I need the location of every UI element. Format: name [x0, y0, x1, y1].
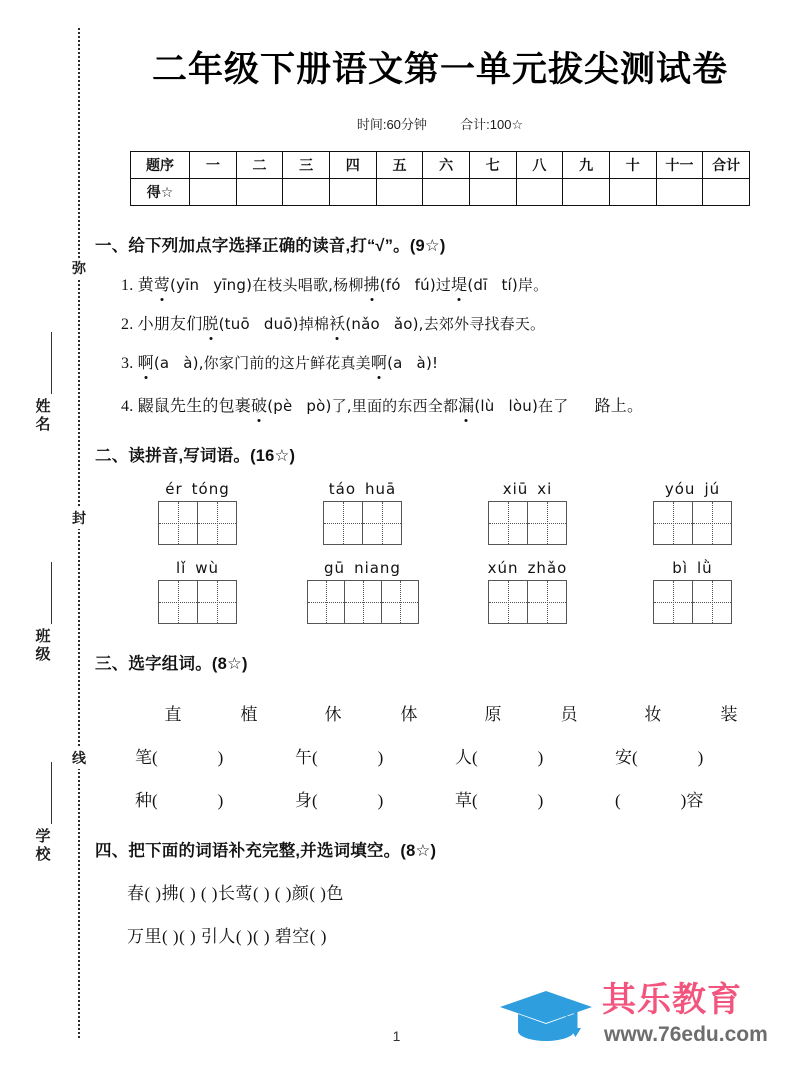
pinyin-syllable-1: táo [328, 480, 357, 498]
pinyin-grid-unit [280, 480, 445, 545]
school-label: 学校 [33, 828, 51, 864]
q1-1-dotted-0: 莺 [154, 272, 170, 295]
seal-char-xian: 线 [68, 748, 90, 769]
pinyin-syllable-1: lǐ [175, 559, 187, 577]
tianzige-cell[interactable] [308, 581, 345, 623]
q1-3-seg0[interactable]: à),你家门前的这片鲜花真美 [183, 354, 371, 372]
score-value-4[interactable] [329, 179, 376, 206]
word-blank[interactable]: 种( ) [135, 791, 224, 810]
tianzige-cell[interactable] [528, 502, 566, 544]
brand-name: 其乐教育 [602, 981, 742, 1019]
pinyin-syllable-2: jú [704, 480, 721, 498]
tianzige-box[interactable] [653, 580, 732, 624]
tianzige-cell[interactable] [382, 581, 418, 623]
score-col-5: 五 [376, 152, 423, 179]
q1-4-seg0: 鼹鼠先生的包裹 [137, 398, 252, 415]
q1-3-py1[interactable]: (a [387, 354, 403, 372]
class-write-line [51, 562, 52, 624]
word-blank-prefix: 午( [295, 748, 318, 767]
char-pair [615, 700, 775, 725]
seal-dotted-line [78, 28, 80, 1038]
question-1-2 [121, 311, 785, 334]
item-number: 1. [121, 277, 134, 294]
q1-1-seg1[interactable]: yīng)在枝头唱歌,杨柳 [213, 276, 364, 294]
word-blank[interactable]: 身( ) [295, 791, 384, 810]
pinyin-syllable-2: niang [354, 559, 401, 577]
pinyin-grid-unit [280, 559, 445, 624]
char-pair [455, 700, 615, 725]
tianzige-cell[interactable] [654, 502, 693, 544]
pinyin-grid-unit [115, 559, 280, 624]
pinyin-syllable-1: gū [324, 559, 346, 577]
site-logo [498, 983, 788, 1055]
score-table-header-row [131, 152, 750, 179]
pinyin-syllable-1: ér [165, 480, 183, 498]
word-blank-row-2 [135, 786, 775, 811]
q1-1-seg2[interactable]: fú)过 [414, 276, 452, 294]
pinyin-grid-unit [445, 559, 610, 624]
item-number: 4. [121, 398, 134, 415]
pinyin-label [672, 559, 712, 577]
score-value-10[interactable] [609, 179, 656, 206]
score-col-11: 十一 [656, 152, 703, 179]
question-1-3 [121, 350, 785, 373]
q1-2-seg2[interactable]: ǎo),去郊外寻找春天。 [393, 315, 546, 333]
student-class-field[interactable] [22, 628, 62, 669]
pinyin-syllable-1: bì [672, 559, 688, 577]
score-col-8: 八 [516, 152, 563, 179]
tianzige-box[interactable] [158, 580, 237, 624]
q1-4-py0[interactable]: (pè [267, 397, 293, 415]
name-label: 姓名 [33, 398, 51, 434]
char-option-a[interactable]: 休 [324, 705, 342, 724]
q1-3-dotted-1: 啊 [371, 350, 387, 373]
seal-char-feng: 封 [68, 508, 90, 529]
question-1-4-continuation: 路上。 [594, 398, 644, 415]
exam-meta [95, 114, 785, 133]
score-value-3[interactable] [283, 179, 330, 206]
time-label: 时间:60分钟 [356, 117, 427, 132]
q1-4-seg1[interactable]: pò)了,里面的东西全都 [306, 397, 459, 415]
word-blank-row-1 [135, 743, 775, 768]
pinyin-syllable-2: huā [365, 480, 397, 498]
q1-1-seg3[interactable]: tí)岸。 [501, 276, 549, 294]
score-col-10: 十 [609, 152, 656, 179]
student-school-field[interactable] [22, 828, 62, 869]
pinyin-grid-unit [610, 480, 775, 545]
word-blank[interactable]: 笔( ) [135, 748, 224, 767]
tianzige-box[interactable] [323, 501, 402, 545]
q1-1-py2[interactable]: (dī [467, 276, 488, 294]
tianzige-cell[interactable] [198, 581, 236, 623]
score-table-row-label-0: 题序 [131, 152, 190, 179]
student-name-field[interactable] [22, 398, 62, 439]
word-blank[interactable]: 安( ) [615, 748, 704, 767]
score-col-6: 六 [423, 152, 470, 179]
tianzige-cell[interactable] [654, 581, 693, 623]
tianzige-cell[interactable] [159, 581, 198, 623]
score-col-3: 三 [283, 152, 330, 179]
score-col-2: 二 [236, 152, 283, 179]
tianzige-cell[interactable] [693, 581, 731, 623]
page-title: 二年级下册语文第一单元拔尖测试卷 [151, 50, 728, 89]
char-pair [295, 700, 455, 725]
q1-2-py0[interactable]: (tuō [218, 315, 250, 333]
tianzige-box[interactable] [488, 501, 567, 545]
section-3-heading: 三、选字组词。(8☆) [95, 655, 248, 673]
q1-2-dotted-1: 袄 [329, 311, 345, 334]
score-table-row-label-1: 得☆ [131, 179, 190, 206]
word-blank[interactable]: 午( ) [295, 748, 384, 767]
word-blank-prefix: 身( [295, 791, 318, 810]
name-write-line [51, 332, 52, 394]
score-col-4: 四 [329, 152, 376, 179]
word-blank-suffix: )容 [680, 791, 704, 810]
word-blank-prefix: 人( [455, 748, 478, 767]
class-label: 班级 [33, 628, 51, 664]
pinyin-label [324, 559, 401, 577]
score-value-9[interactable] [563, 179, 610, 206]
pinyin-grid-row-2 [115, 559, 775, 624]
q1-4-dotted-1: 漏 [458, 393, 474, 416]
tianzige-cell[interactable] [363, 502, 401, 544]
pinyin-grid-unit [445, 480, 610, 545]
item-number: 2. [121, 316, 134, 333]
pinyin-label [665, 480, 720, 498]
char-option-a[interactable]: 原 [484, 705, 502, 724]
section-1-heading: 一、给下列加点字选择正确的读音,打“√”。(9☆) [95, 237, 446, 255]
score-value-6[interactable] [423, 179, 470, 206]
pinyin-syllable-2: zhǎo [527, 559, 568, 577]
score-table [130, 151, 750, 206]
word-blank-prefix: 笔( [135, 748, 158, 767]
tianzige-cell[interactable] [345, 581, 382, 623]
pinyin-syllable-2: lǜ [697, 559, 713, 577]
tianzige-cell[interactable] [159, 502, 198, 544]
score-value-1[interactable] [190, 179, 237, 206]
tianzige-cell[interactable] [693, 502, 731, 544]
word-blank-prefix: 草( [455, 791, 478, 810]
idiom-blank-row-1[interactable]: 春( )拂( ) ( )长莺( ) ( )颜( )色 [127, 884, 344, 903]
tianzige-cell[interactable] [324, 502, 363, 544]
brand-url: www.76edu.com [604, 1023, 768, 1046]
score-value-2[interactable] [236, 179, 283, 206]
char-option-b[interactable]: 体 [400, 705, 418, 724]
question-1-4 [121, 389, 785, 416]
score-col-9: 九 [563, 152, 610, 179]
q1-3-py0[interactable]: (a [153, 354, 170, 372]
q1-3-dotted-0: 啊 [138, 350, 154, 373]
total-score-label: 合计:100☆ [460, 117, 524, 132]
word-blank-prefix: 种( [135, 791, 158, 810]
school-write-line [51, 762, 52, 824]
q1-4-seg2[interactable]: lòu)在了 [508, 397, 569, 415]
q1-3-seg1[interactable]: à)! [416, 354, 439, 372]
word-blank[interactable]: 人( ) [455, 748, 544, 767]
word-blank[interactable]: 草( ) [455, 791, 544, 810]
q1-1-py0[interactable]: (yīn [170, 276, 200, 294]
score-col-1: 一 [190, 152, 237, 179]
tianzige-cell[interactable] [489, 502, 528, 544]
score-col-7: 七 [469, 152, 516, 179]
q1-1-dotted-2: 堤 [451, 272, 467, 295]
pinyin-syllable-2: wù [195, 559, 220, 577]
score-table-value-row [131, 179, 750, 206]
q1-1-py1[interactable]: (fó [379, 276, 401, 294]
pinyin-syllable-2: xi [537, 480, 553, 498]
page-number: 1 [392, 1028, 401, 1044]
q1-1-dotted-1: 拂 [364, 272, 380, 295]
char-pair [135, 700, 295, 725]
tianzige-box[interactable] [158, 501, 237, 545]
pinyin-grid-row-1 [115, 480, 775, 545]
char-option-a[interactable]: 妆 [644, 705, 662, 724]
pinyin-label [176, 559, 219, 577]
q1-2-py1[interactable]: (nǎo [345, 315, 380, 333]
section-4-heading: 四、把下面的词语补充完整,并选词填空。(8☆) [95, 842, 437, 860]
pinyin-grid-unit [610, 559, 775, 624]
score-value-5[interactable] [376, 179, 423, 206]
score-value-8[interactable] [516, 179, 563, 206]
char-option-b[interactable]: 员 [560, 705, 578, 724]
pinyin-syllable-1: yóu [664, 480, 696, 498]
pinyin-label [329, 480, 396, 498]
q1-4-dotted-0: 破 [251, 393, 267, 416]
idiom-blank-row-2[interactable]: 万里( )( ) 引人( )( ) 碧空( ) [127, 927, 327, 946]
score-value-11[interactable] [656, 179, 703, 206]
section-2-heading: 二、读拼音,写词语。(16☆) [95, 447, 296, 465]
pinyin-syllable-2: tóng [191, 480, 230, 498]
item-number: 3. [121, 355, 134, 372]
tianzige-cell[interactable] [489, 581, 528, 623]
pinyin-syllable-1: xiū [502, 480, 529, 498]
pinyin-grid-unit [115, 480, 280, 545]
word-blank-prefix: 安( [615, 748, 638, 767]
char-option-a[interactable]: 直 [164, 705, 182, 724]
tianzige-box[interactable] [307, 580, 419, 624]
tianzige-cell[interactable] [528, 581, 566, 623]
q1-2-seg1[interactable]: duō)掉棉 [263, 315, 330, 333]
q1-4-py1[interactable]: (lù [474, 397, 495, 415]
q1-1-seg0: 黄 [137, 277, 154, 294]
pinyin-label [165, 480, 230, 498]
pinyin-label [488, 559, 568, 577]
question-1-1 [121, 272, 785, 295]
char-option-b[interactable]: 植 [240, 705, 258, 724]
pinyin-label [503, 480, 553, 498]
character-choice-row [135, 700, 775, 725]
seal-char-mi: 弥 [68, 258, 90, 279]
score-value-7[interactable] [469, 179, 516, 206]
tianzige-box[interactable] [653, 501, 732, 545]
word-blank[interactable] [615, 786, 775, 811]
tianzige-box[interactable] [488, 580, 567, 624]
word-blank-prefix: ( [615, 791, 621, 810]
score-value-total[interactable] [703, 179, 750, 206]
q1-2-dotted-0: 脱 [202, 311, 218, 334]
q1-2-seg0: 小朋友们 [137, 316, 203, 333]
exam-sheet [95, 0, 785, 1065]
pinyin-syllable-1: xún [487, 559, 519, 577]
char-option-b[interactable]: 装 [720, 705, 738, 724]
tianzige-cell[interactable] [198, 502, 236, 544]
score-col-total: 合计 [703, 152, 750, 179]
